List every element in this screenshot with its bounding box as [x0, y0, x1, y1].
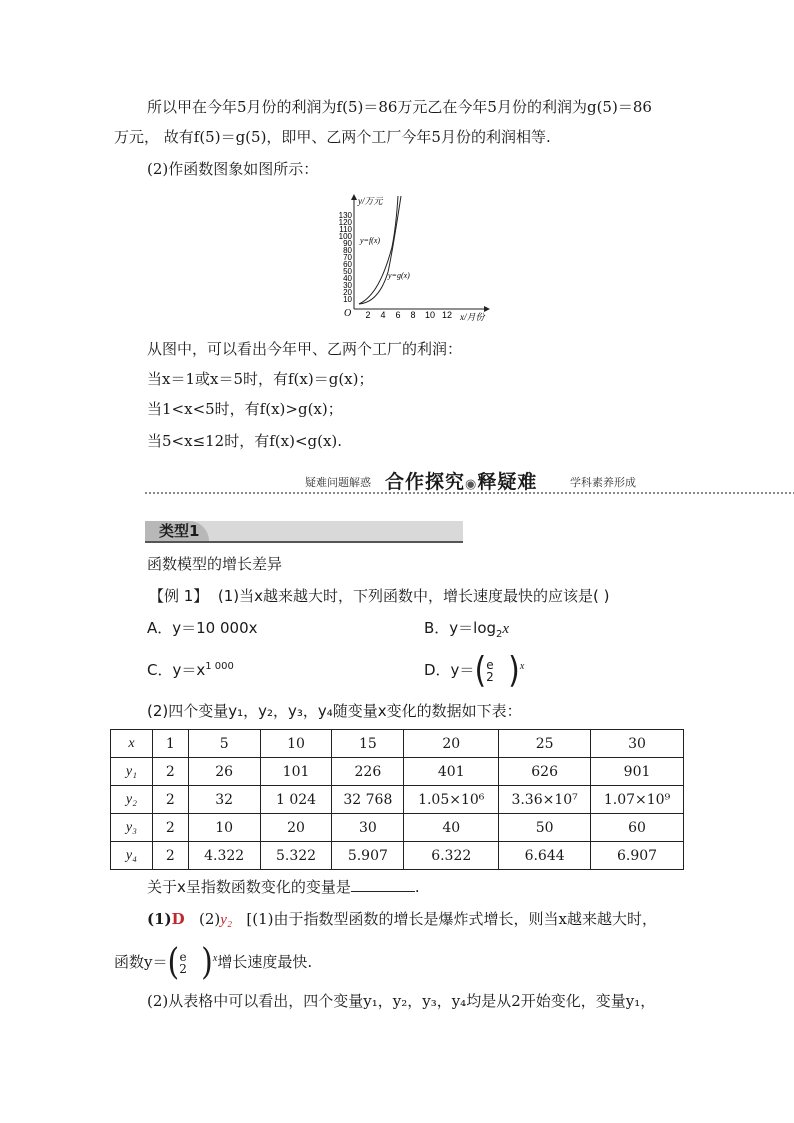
table-cell: y₂ [111, 786, 153, 814]
answer-1: D [171, 910, 185, 928]
table-cell: 20 [404, 730, 499, 758]
divider-rule [145, 492, 794, 494]
curve-g-label: y=g(x) [388, 271, 410, 280]
table-cell: y₁ [111, 758, 153, 786]
divider-title-a: 合作探究 [385, 471, 466, 493]
table-cell: 5.322 [260, 842, 332, 870]
x-tick: 8 [410, 310, 416, 320]
table-cell: 10 [188, 814, 260, 842]
section-divider [145, 470, 794, 500]
type-label: 类型1 [159, 522, 200, 540]
x-tick: 6 [395, 310, 401, 320]
answer-2: y₂ [220, 912, 233, 928]
table-cell: 10 [260, 730, 332, 758]
function-graph [322, 192, 498, 324]
table-cell: x [111, 730, 153, 758]
example-question-2: (2)四个变量y₁，y₂，y₃，y₄随变量x变化的数据如下表： [147, 702, 522, 720]
section-title: 函数模型的增长差异 [147, 555, 283, 573]
curve-f-label: y=f(x) [360, 236, 381, 245]
y-tick: 80 [343, 246, 352, 255]
text-line-1: 所以甲在今年5月份的利润为f(5)＝86万元乙在今年5月份的利润为g(5)＝86 [147, 98, 652, 116]
x-axis-label: x/月份 [460, 312, 485, 322]
table-cell: 25 [499, 730, 591, 758]
table-row [111, 842, 684, 870]
table-cell: 226 [332, 758, 404, 786]
table-cell: 1 024 [260, 786, 332, 814]
table-cell: 5.907 [332, 842, 404, 870]
y-tick: 100 [338, 232, 352, 241]
y-tick: 110 [339, 225, 352, 234]
y-tick: 130 [338, 211, 352, 220]
text-line-3: (2)作函数图象如图所示： [147, 160, 319, 178]
table-cell: 2 [152, 842, 188, 870]
table-cell: 1.07×10⁹ [591, 786, 684, 814]
table-cell: 20 [260, 814, 332, 842]
y-tick: 60 [343, 260, 352, 269]
text-line-2: 万元， 故有f(5)＝g(5)，即甲、乙两个工厂今年5月份的利润相等. [114, 128, 551, 146]
table-cell: 32 768 [332, 786, 404, 814]
table-row [111, 730, 684, 758]
y-tick: 70 [343, 253, 352, 262]
fraction: e 2 [486, 657, 494, 684]
option-b: B．$y=\log_2x$ [424, 619, 510, 640]
table-cell: 2 [152, 758, 188, 786]
table-cell: 6.907 [591, 842, 684, 870]
table-cell: 1 [152, 730, 188, 758]
table-row [111, 814, 684, 842]
divider-right-label: 学科素养形成 [570, 476, 636, 489]
option-a: A．y＝10 000x [147, 619, 258, 637]
divider-title-b: 释疑难 [477, 471, 538, 493]
example-tag: 【例 1】 [149, 587, 209, 605]
table-row [111, 786, 684, 814]
table-cell: 626 [499, 758, 591, 786]
y-tick: 20 [343, 288, 352, 297]
fill-blank-question: 关于x呈指数函数变化的变量是 . [147, 878, 420, 896]
table-cell: 6.322 [404, 842, 499, 870]
table-cell: 401 [404, 758, 499, 786]
table-cell: 1.05×10⁶ [404, 786, 499, 814]
table-cell: 901 [591, 758, 684, 786]
text-line-case-3: 当5<x≤12时，有f(x)<g(x). [147, 432, 343, 450]
y-tick: 40 [343, 274, 352, 283]
table-cell: 5 [188, 730, 260, 758]
x-tick: 10 [424, 310, 436, 320]
divider-title [385, 467, 537, 494]
question-1-text: (1)当x越来越大时，下列函数中，增长速度最快的应该是( ) [217, 587, 610, 605]
x-tick: 2 [365, 310, 371, 320]
data-table [110, 729, 684, 870]
type-banner [145, 521, 463, 543]
table-cell: 3.36×10⁷ [499, 786, 591, 814]
table-cell: 15 [332, 730, 404, 758]
table-cell: 32 [188, 786, 260, 814]
table-cell: 2 [152, 786, 188, 814]
table-cell: 101 [260, 758, 332, 786]
table-cell: 60 [591, 814, 684, 842]
text-line-graph-intro: 从图中，可以看出今年甲、乙两个工厂的利润： [147, 340, 463, 358]
x-tick: 12 [441, 310, 453, 320]
example-question-1 [149, 585, 609, 607]
divider-left-label: 疑难问题解惑 [305, 476, 371, 489]
answer-blank [351, 877, 415, 892]
text-line-case-2: 当1<x<5时，有f(x)>g(x)； [147, 400, 343, 418]
y-tick: 50 [343, 267, 352, 276]
option-d: D．y＝(e 2 )$^x$ [424, 648, 525, 691]
table-cell: 30 [591, 730, 684, 758]
answer-line-2: 函数y＝(e 2 )$^x$增长速度最快. [114, 941, 313, 984]
option-c: C．$y=x^{1 000}$ [147, 661, 234, 679]
y-axis-label: y/万元 [358, 196, 383, 206]
divider-bullet-icon: ◉ [465, 477, 478, 492]
table-cell: 4.322 [188, 842, 260, 870]
table-cell: 40 [404, 814, 499, 842]
table-cell: 6.644 [499, 842, 591, 870]
answer-line-1: (1)D (2)y₂ [(1)由于指数型函数的增长是爆炸式增长，则当x越来越大时， [147, 910, 657, 928]
x-tick: 4 [380, 310, 386, 320]
table-row [111, 758, 684, 786]
answer-line-3: (2)从表格中可以看出，四个变量y₁，y₂，y₃，y₄均是从2开始变化，变量y₁， [147, 992, 656, 1010]
y-tick: 30 [343, 281, 352, 290]
curve-g [359, 196, 401, 304]
text-line-case-1: 当x＝1或x＝5时，有f(x)＝g(x)； [147, 370, 374, 388]
table-cell: 30 [332, 814, 404, 842]
origin-label: O [344, 308, 352, 319]
y-tick: 90 [343, 239, 352, 248]
table-cell: 26 [188, 758, 260, 786]
table-cell: y₄ [111, 842, 153, 870]
table-cell: 50 [499, 814, 591, 842]
table-cell: y₃ [111, 814, 153, 842]
fraction: e 2 [179, 950, 187, 976]
y-tick: 10 [343, 295, 352, 304]
y-tick: 120 [338, 218, 352, 227]
table-cell: 2 [152, 814, 188, 842]
